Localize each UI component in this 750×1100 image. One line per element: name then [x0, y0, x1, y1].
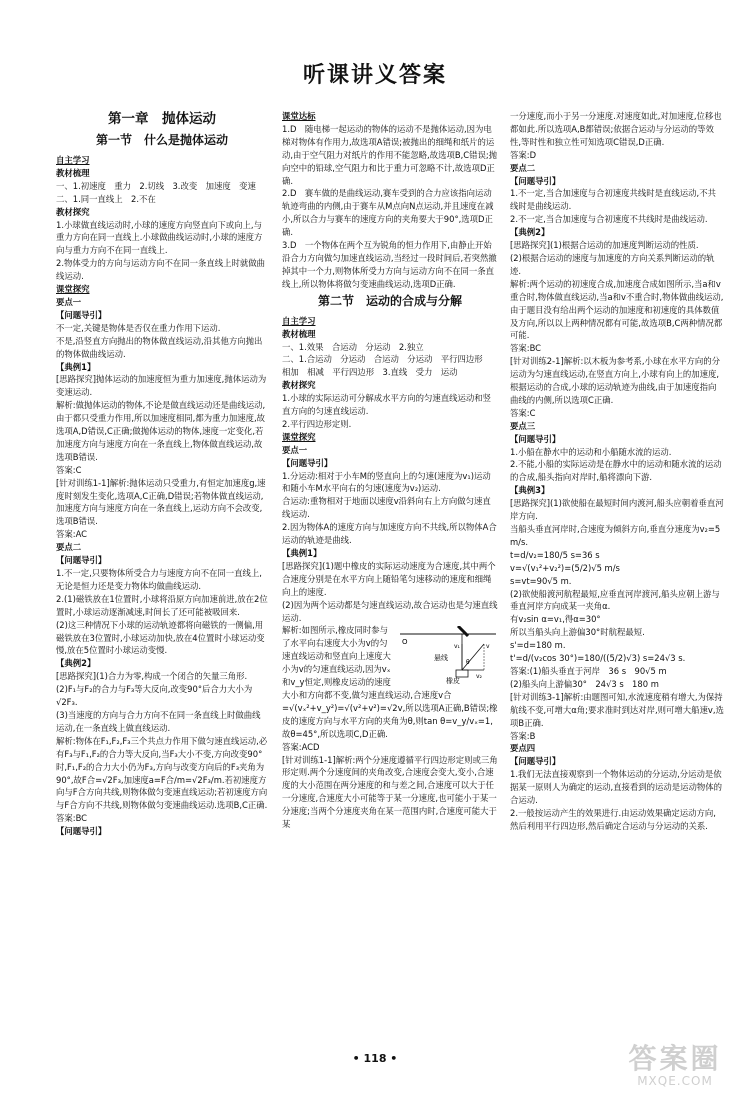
heading-label: 要点二 [56, 542, 82, 553]
section-title: 第二节 运动的合成与分解 [317, 293, 462, 308]
paragraph: 答案:C [56, 464, 82, 475]
heading-label: 【典例2】 [510, 227, 550, 238]
paragraph: 答案:BC [56, 813, 88, 824]
paragraph: 2.一般按运动产生的效果进行.由运动效果确定运动方向,然后利用平行四边形,然后确定合运动与分运动的关系. [510, 807, 716, 831]
paragraph: s'=d=180 m. [510, 640, 566, 651]
paragraph: 1.分运动:相对于小车M的竖直向上的匀速(速度为v₁)运动和随小车M水平向右的匀速(速度为v₂)运动. [282, 470, 491, 494]
paragraph: 二、1.合运动 分运动 合运动 分运动 平行四边形 相加 相减 平行四边形 3.直线 受力 运动 [282, 354, 491, 378]
paragraph: 答案:D [510, 149, 537, 160]
heading-label: 【问题导引】 [56, 555, 107, 566]
heading-label: 【典例3】 [510, 485, 550, 496]
paragraph: 解析:物体在F₁,F₂,F₃三个共点力作用下做匀速直线运动,必有F₃与F₁,F₂的合力等大反向,当F₃大小不变,方向改变90°时,F₁,F₂的合力大小仍为F₃,方向与改变方向后的F₃夹角为90°,故F合=√2F₃,加速度a=F合/m=√2F₃/m.若初速度方向与F合方向共线,则物体做匀变速直线运动;若初速度方向与F合方向不共线,则物体做匀变速曲线运动.选项B,C正确. [56, 735, 268, 811]
paragraph: 2.平行四边形定则. [282, 418, 352, 429]
rubber-motion-svg [398, 626, 498, 684]
paragraph: 不是,沿竖直方向抛出的物体做直线运动,沿其他方向抛出的物体做曲线运动. [56, 335, 263, 359]
paragraph: (2)欲使船渡河航程最短,应垂直河岸渡河,船头应朝上游与垂直河岸方向成某一夹角α. [510, 588, 720, 612]
paragraph: 解析:两个运动的初速度合成,加速度合成如图所示,当a和v重合时,物体做直线运动,当a和v不重合时,物体做曲线运动,由于题目没有给出两个运动的加速度和初速度的具体数值及方向,所以以上两种情况都有可能,故选项B,C两种情况都可能. [510, 278, 724, 341]
heading-label: 【问题导引】 [510, 175, 561, 186]
watermark-sub: MXQE.COM [637, 1074, 713, 1088]
heading-label: 【问题导引】 [56, 309, 107, 320]
label-v1: v₁ [454, 643, 460, 651]
paragraph: 答案:C [510, 407, 536, 418]
heading-label: 教材梳理 [56, 167, 90, 178]
paragraph: [思路探究](1)题中橡皮的实际运动速度为合速度,其中两个合速度分别是在水平方向上随铅笔匀速移动的速度和细绳向上的速度. [282, 560, 496, 597]
paragraph: 1.小球做直线运动时,小球的速度方向竖直向下或向上,与重力方向在同一直线上.小球做曲线运动时,小球的速度方向与重力方向不在同一直线上. [56, 219, 263, 256]
subsection-label: 自主学习 [282, 315, 316, 326]
heading-label: 【典例1】 [282, 548, 322, 558]
heading-label: 教材探究 [282, 380, 316, 391]
subsection-label: 课堂探究 [56, 284, 90, 295]
rubber-shape [456, 670, 468, 677]
paragraph: 答案:B [510, 730, 536, 741]
heading-label: 【典例2】 [56, 658, 96, 669]
paragraph: 1.不一定,当合加速度与合初速度共线时是直线运动,不共线时是曲线运动. [510, 188, 716, 212]
paragraph: [思路探究](1)欲使船在最短时间内渡河,船头应朝着垂直河岸方向. [510, 498, 724, 522]
column-middle [282, 110, 498, 1030]
paragraph: [思路探究](1)根据合运动的加速度判断运动的性质. [510, 240, 699, 251]
heading-label: 【典例1】 [56, 361, 96, 372]
paragraph: 2.物体受力的方向与运动方向不在同一条直线上时就做曲线运动. [56, 258, 265, 282]
page-number: • 118 • [352, 1052, 398, 1065]
label-rope: 悬线 [434, 654, 448, 663]
heading-label: 【问题导引】 [510, 756, 561, 767]
paragraph: 1.不一定,只要物体所受合力与速度方向不在同一直线上,无论是恒力还是变力物体均做曲线运动. [56, 568, 262, 591]
column-right [510, 110, 724, 1030]
paragraph: 一分速度,而小于另一分速度.对速度如此,对加速度,位移也都如此.所以选项A,B都错误;依据合运动与分运动的等效性,等时性和独立性可知选项C错误,D正确. [510, 111, 722, 147]
paragraph: 当船头垂直河岸时,合速度为倾斜方向,垂直分速度为v₂=5 m/s. [510, 524, 721, 547]
heading-label: 要点一 [56, 296, 82, 307]
watermark [620, 1044, 730, 1092]
paragraph: 2.不能,小船的实际运动是在静水中的运动和随水流的运动的合成,船头指向对岸时,船将漂向下游. [510, 459, 722, 483]
watermark-main: 答案圈 [628, 1042, 722, 1075]
paragraph: 2.D 赛车做的是曲线运动,赛车受到的合力应该指向运动轨迹弯曲的内侧,由于赛车从M点向N点运动,并且速度在减小,所以合力与赛车的速度方向的夹角要大于90°,选项D正确. [282, 188, 494, 238]
subsection-label: 自主学习 [56, 155, 90, 165]
paragraph: 二、1.同一直线上 2.不在 [56, 193, 156, 204]
heading-label: 教材探究 [56, 206, 90, 217]
paragraph: 有v₂sin α=v₁,得α=30° [510, 614, 601, 625]
paragraph: [思路探究](1)合力为零,构成一个闭合的矢量三角形. [56, 671, 248, 682]
section-title: 第一节 什么是抛体运动 [95, 133, 228, 147]
label-o: O [402, 638, 408, 647]
paragraph: [针对训练1-1]解析:抛体运动只受重力,有恒定加速度g,速度时刻发生变化,选项A,C正确,D错误;若物体做直线运动,加速度方向与速度方向在一条直线上,运动方向不会改变,选项B错误. [56, 477, 266, 527]
heading-label: 要点二 [510, 162, 536, 173]
paragraph: 2.因为物体A的速度方向与加速度方向不共线,所以物体A合运动的轨迹是曲线. [282, 522, 497, 546]
paragraph: 一、1.初速度 重力 2.切线 3.改变 加速度 变速 [56, 180, 256, 191]
paragraph: 答案:ACD [282, 741, 320, 752]
paragraph: 1.我们无法直接观察到一个物体运动的分运动,分运动是依据某一原则人为确定的运动,直接看到的运动是运动物体的合运动. [510, 769, 723, 806]
label-v: v [486, 643, 490, 651]
paragraph: 一、1.效果 合运动 分运动 2.独立 [282, 341, 424, 352]
v-arrow [462, 644, 484, 670]
paragraph: (2)F₁与F₂的合力与F₃等大反向,改变90°后合力大小为√2F₃. [56, 684, 253, 708]
paragraph: s=vt=90√5 m. [510, 575, 572, 586]
heading-label: 【问题导引】 [510, 433, 561, 444]
subsection-label: 课堂探究 [282, 431, 316, 442]
paragraph: 答案:BC [510, 343, 542, 354]
heading-label: 要点四 [510, 743, 536, 754]
paragraph: (2)根据合运动的速度与加速度的方向关系判断运动的轨迹. [510, 252, 715, 276]
paragraph: [针对训练3-1]解析:由题图可知,水流速度稍有增大,为保持航线不变,可增大α角;要求准时到达对岸,则可增大船速v,选项B正确. [510, 691, 724, 728]
paragraph: 解析:如图所示,橡皮同时参与了水平向右速度大小为v的匀速直线运动和竖直向上速度大小为v的匀速直线运动,因为vₓ和v_y恒定,则橡皮运动的速度大小和方向都不变,做匀速直线运动,合速度v合=√(vₓ²+v_y²)=√(v²+v²)=√2v,所以选项A正确,B错误;橡皮的速度方向与水平方向的夹角为θ,则tan θ=v_y/vₓ=1,故θ=45°,所以选项C,D正确. [282, 625, 498, 739]
paragraph: t'=d/(v₂cos 30°)=180/((5/2)√3) s=24√3 s. [510, 653, 686, 664]
paragraph: 1.D 随电梯一起运动的物体的运动不是抛体运动,因为电梯对物体有作用力,故选项A错误;被抛出的细绳和纸片的运动,由于空气阻力对纸片的作用不能忽略,故选项B,C错误;抛向空中的铅球,空气阻力和比于重力可忽略不计,故选项D正确. [282, 123, 498, 186]
paragraph: v=√(v₁²+v₂²)=(5/2)√5 m/s [510, 562, 620, 573]
heading-label: 【问题导引】 [56, 826, 107, 837]
column-left [56, 110, 268, 1030]
paragraph: 所以当船头向上游偏30°时航程最短. [510, 627, 645, 638]
heading-label: 【问题导引】 [282, 457, 333, 468]
paragraph: (2)船头向上游偏30° 24√3 s 180 m [510, 678, 659, 689]
paragraph: (2)这三种情况下小球的运动轨迹都将向磁铁的一侧偏,用磁铁放在3位置时,小球运动加快,放在4位置时小球运动变慢,放在5位置时小球运动变慢. [56, 619, 265, 656]
paragraph: 2.(1)磁铁放在1位置时,小球将沿原方向加速前进,放在2位置时,小球运动逐渐减速,时间长了还可能被吸回来. [56, 593, 268, 617]
paragraph: [针对训练2-1]解析:以木板为参考系,小球在水平方向的分运动为匀速直线运动,在竖直方向上,小球有向上的加速度,根据运动的合成,小球的运动轨迹为曲线,由于加速度指向曲线的内侧,所以选项C正确. [510, 356, 720, 405]
paragraph: 3.D 一个物体在两个互为锐角的恒力作用下,由静止开始沿合力方向做匀加速直线运动,当经过一段时间后,若突然撤掉其中一个力,则物体所受力方向与运动方向不在同一条直线上,所以物体将做匀变速曲线运动,选项D正确. [282, 240, 497, 289]
paragraph: (2)因为两个运动都是匀速直线运动,故合运动也是匀速直线运动. [282, 599, 498, 623]
label-rubber: 橡皮 [446, 677, 460, 685]
paragraph: 答案:AC [56, 529, 88, 540]
chapter-title: 第一章 抛体运动 [108, 111, 216, 127]
paragraph: t=d/v₂=180/5 s=36 s [510, 549, 600, 560]
heading-label: 教材梳理 [282, 328, 316, 339]
paragraph: 答案:(1)船头垂直于河岸 36 s 90√5 m [510, 665, 667, 676]
page-title: 听课讲义答案 [302, 63, 447, 88]
paragraph: 1.小球的实际运动可分解成水平方向的匀速直线运动和竖直方向的匀速直线运动. [282, 393, 491, 417]
label-theta: θ [466, 659, 470, 667]
paragraph: [思路探究]抛体运动的加速度恒为重力加速度,抛体运动为变速运动. [56, 374, 267, 398]
rubber-motion-diagram [398, 626, 498, 684]
paragraph: 合运动:重物相对于地面以速度v沿斜向右上方向做匀速直线运动. [282, 496, 491, 520]
paragraph: 2.不一定,当合加速度与合初速度不共线时是曲线运动. [510, 214, 708, 225]
heading-label: 要点一 [282, 444, 308, 455]
paragraph: 不一定,关键是物体是否仅在重力作用下运动. [56, 322, 221, 333]
paragraph: 解析:做抛体运动的物体,不论是做直线运动还是曲线运动,由于都只受重力作用,所以加速度相同,都为重力加速度,故选项A,D错误,C正确;做抛体运动的物体,速度一定变化,若加速度方向与速度方向在一条直线上,物体做直线运动,故选项B错误. [56, 400, 266, 462]
paragraph: 1.小船在静水中的运动和小船随水流的运动. [510, 446, 672, 457]
paragraph: [针对训练1-1]解析:两个分速度遵循平行四边形定则或三角形定则.两个分速度间的夹角改变,合速度会变大,变小,合速度的大小范围在两分速度的和与差之间,合速度可以大于任一分速度,合速度大小可能等于某一分速度,也可能小于某一分速度;当两个分速度夹角在某一范围内时,合速度可能大于某 [282, 754, 498, 830]
subsection-label: 课堂达标 [282, 111, 316, 121]
label-v2: v₂ [476, 673, 482, 681]
heading-label: 要点三 [510, 420, 536, 431]
paragraph: (3)当速度的方向与合力方向不在同一条直线上时做曲线运动,在一条直线上做直线运动. [56, 709, 261, 733]
